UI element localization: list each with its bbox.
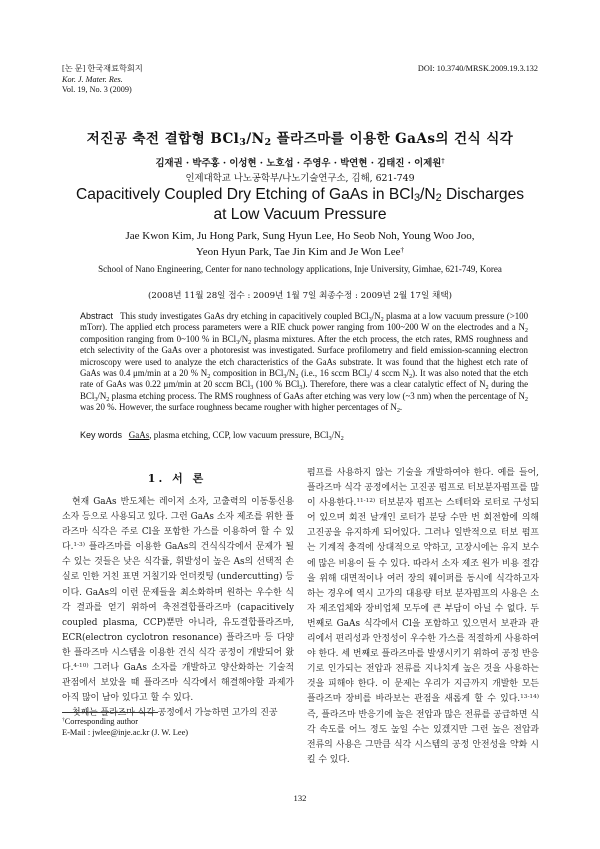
keywords-label: Key words <box>80 430 123 440</box>
journal-volume: Vol. 19, No. 3 (2009) <box>62 85 132 94</box>
english-affiliation: School of Nano Engineering, Center for nano technology applications, Inje University, Gimhae, 621-749, Korea <box>98 264 502 274</box>
journal-header <box>62 64 143 96</box>
body-column-right <box>307 466 539 768</box>
footnote: †Corresponding author E-Mail : jwlee@inje.ac.kr (J. W. Lee) <box>62 717 189 737</box>
body-column-left <box>62 495 294 721</box>
english-authors: Jae Kwon Kim, Ju Hong Park, Sung Hyun Lee, Ho Seob Noh, Young Woo Joo, Yeon Hyun Park, Tae Jin Kim and Je Won Lee† <box>125 230 475 258</box>
korean-title: 저진공 축전 결합형 $BCl_3/N_2$ 플라즈마를 이용한 GaAs의 건식 식각 <box>86 131 514 148</box>
abstract-label: Abstract <box>80 311 114 321</box>
received-dates: (2008년 11월 28일 접수 : 2009년 1월 7일 최종수정 : 2009년 2월 17일 채택) <box>148 291 452 301</box>
paragraph: 현재 GaAs 반도체는 레이저 소자, 고출력의 이동통신용 소자 등으로 사용되고 있다. 그런 GaAs 소자 제조를 위한 플라즈마 식각은 주로 Cl을 포함한 가스를 이용하여 할 수 있다.$^{1-3)}$ 플라즈마를 이용한 GaAs의 건식식각에서 문제가 될 수 있는 것들은 낮은 식각률, 휘발성이 높은 As의 선택적 손실로 인한 거친 표면 거칠기와 언더컷팅 (undercutting) 등이다. GaAs의 이런 문제들을 최소화하며 원하는 우수한 식각 결과를 얻기 위하여 축전결합플라즈마 (capacitively coupled plasma, CCP)뿐만 아니라, 유도결합플라즈마, ECR(electron cyclotron resonance) 플라즈마 등 다양한 플라즈마 시스템을 이용한 건식 식각 공정이 개발되어 왔다.$^{4-10)}$ 그러나 GaAs 소자를 개발하고 양산화하는 기술적 관점에서 보았을 때 플라즈마 식각에서 해결해야할 과제가 아직 많이 남아 있다고 할 수 있다. <box>62 497 294 704</box>
paragraph: 첫째는 플라즈마 식각 공정에서 가능하면 고가의 진공 <box>72 708 278 719</box>
page-number: 132 <box>293 793 307 803</box>
paragraph: 펌프를 사용하지 않는 기술을 개발하여야 한다. 예를 들어, 플라즈마 식각 공정에서는 고진공 펌프로 터보분자펌프를 많이 사용한다.$^{11-12)}$ 터보분자 펌프는 스테터와 로터로 구성되어 있으며 회전 날개인 로터가 분당 수만 번 회전함에 의해 고진공을 유지하게 되어있다. 그러나 일반적으로 터보 펌프는 기계적 충격에 상대적으로 약하고, 고장시에는 유지 보수에 많은 비용이 들 수 있다. 따라서 소자 제조 원가 비용 절감을 위해 대면적이나 여러 장의 웨이퍼를 동시에 식각하고자 하는 경우에 역시 고가의 대용량 터보 분자펌프의 사용은 소자 제조업체와 장비업체 모두에 큰 부담이 아닐 수 없다. 두 번째로 GaAs 식각에서 Cl을 포함하고 있으면서 보관과 관리에서 편리성과 안정성이 우수한 가스를 적절하게 사용하여야 한다. 세 번째로 플라즈마를 발생시키기 위하여 공정 반응기로 인가되는 전압과 전류를 지나치게 높은 것을 사용하는 것을 피해야 한다. 이 문제는 우리가 지금까지 개발한 모든 플라즈마 장비를 바라보는 관점을 새롭게 할 수 있다.$^{13-14)}$ 즉, 플라즈마 반응기에 높은 전압과 많은 전류를 공급하면 식각 속도를 어느 정도 높일 수는 있겠지만 그런 높은 전압과 전류의 사용은 그만큼 식각 시스템의 공정 안전성을 약화 시킬 수 있다. <box>307 468 539 765</box>
journal-name: [논 문] 한국재료학회지 <box>62 64 143 73</box>
korean-affiliation: 인제대학교 나노공학부/나노기술연구소, 김해, 621-749 <box>185 173 415 184</box>
corresponding-email[interactable]: E-Mail : jwlee@inje.ac.kr (J. W. Lee) <box>62 728 189 737</box>
abstract: Abstract This study investigates GaAs dry etching in capacitively coupled $BCl_3/N_2$ plasma at a low vacuum pressure (>100 mTorr). The applied etch process parameters were a RIE chuck power ranging from 100~200 W on the electrodes and a $N_2$ composition ranging from 0~100 % in $BCl_3/N_2$ plasma mixtures. After the etch process, the etch rates, RMS roughness and etch selectivity of the GaAs over a photoresist was investigated. Surface profilometry and field emission-scanning electron microscopy were used to analyze the etch characteristics of the GaAs substrate. It was found that the highest etch rate of GaAs was 0.4 μm/min at a 20 % $N_2$ composition in $BCl_3/N_2$ (i.e., 16 sccm BCl$_3$/ 4 sccm $N_2$). It was also noted that the etch rate of GaAs was 0.22 μm/min at 20 sccm BCl$_3$ (100 % BCl$_3$). Therefore, there was a clear catalytic effect of $N_2$ during the $BCl_3/N_2$ plasma etching process. The RMS roughness of GaAs after etching was very low (~3 nm) when the percentage of $N_2$ was 20 %. However, the surface roughness became rougher with higher percentages of $N_2$. <box>80 311 529 415</box>
journal-abbrev: Kor. J. Mater. Res. <box>62 74 123 84</box>
korean-authors: 김재권 · 박주홍 · 이성현 · 노호섭 · 주영우 · 박연현 · 김태진 · 이제원† <box>155 158 445 169</box>
footnote-rule <box>62 712 158 713</box>
english-title: Capacitively Coupled Dry Etching of GaAs in $BCl_3/N_2$ Discharges at Low Vacuum Pressure <box>75 186 525 223</box>
keywords: Key words GaAs, plasma etching, CCP, low vacuum pressure, $BCl_3/N_2$ <box>80 430 344 442</box>
section-heading-introduction: 1. 서 론 <box>147 472 207 485</box>
doi[interactable]: DOI: 10.3740/MRSK.2009.19.3.132 <box>417 64 538 73</box>
